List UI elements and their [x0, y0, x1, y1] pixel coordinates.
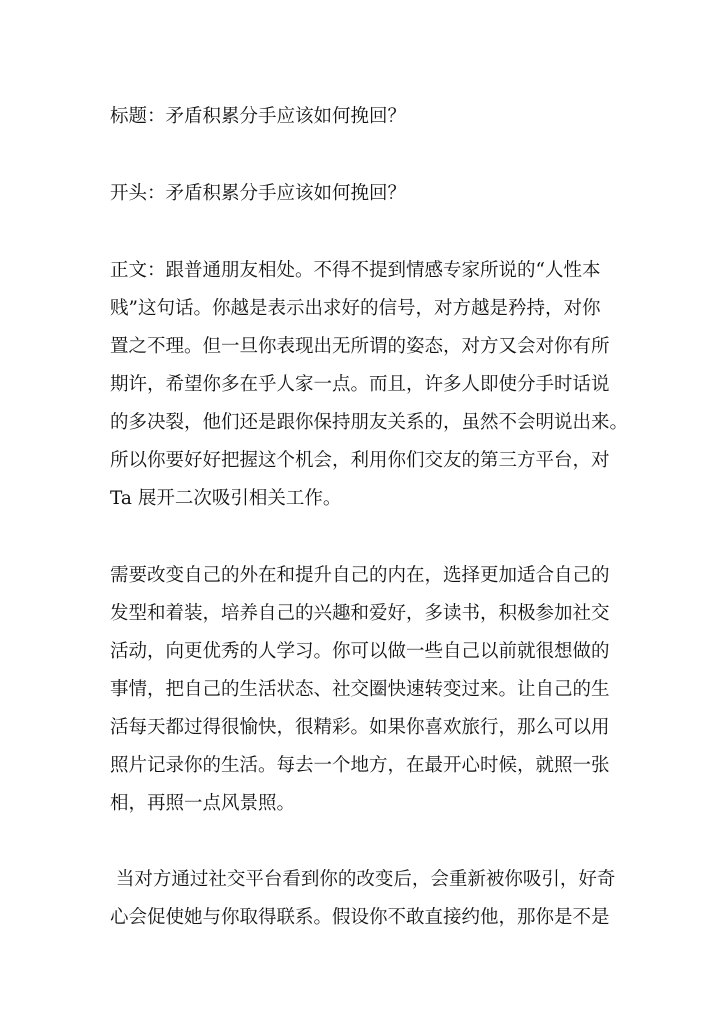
- paragraph-line: 活每天都过得很愉快，很精彩。如果你喜欢旅行，那么可以用: [110, 717, 610, 738]
- paragraph-line: 相，再照一点风景照。: [110, 793, 296, 814]
- title-line: 标题：矛盾积累分手应该如何挽回？: [110, 106, 407, 127]
- opening-line: 开头：矛盾积累分手应该如何挽回？: [110, 183, 407, 204]
- paragraph-line: 正文：跟普通朋友相处。不得不提到情感专家所说的“人性本: [110, 260, 601, 281]
- paragraph-line: 照片记录你的生活。每去一个地方，在最开心时候，就照一张: [110, 755, 610, 776]
- paragraph-line: 活动，向更优秀的人学习。你可以做一些自己以前就很想做的: [110, 641, 610, 662]
- paragraph-line: 贱”这句话。你越是表示出求好的信号，对方越是矜持，对你: [110, 298, 601, 319]
- paragraph-line: 期许，希望你多在乎人家一点。而且，许多人即使分手时话说: [110, 374, 610, 395]
- paragraph-line: 需要改变自己的外在和提升自己的内在，选择更加适合自己的: [110, 565, 610, 586]
- paragraph-line: 置之不理。但一旦你表现出无所谓的姿态，对方又会对你有所: [110, 336, 610, 357]
- paragraph-line: 所以你要好好把握这个机会，利用你们交友的第三方平台，对: [110, 450, 610, 471]
- paragraph-line: 心会促使她与你取得联系。假设你不敢直接约他，那你是不是: [110, 907, 610, 928]
- paragraph-line: 发型和着装，培养自己的兴趣和爱好，多读书，积极参加社交: [110, 603, 610, 624]
- paragraph-line: 事情，把自己的生活状态、社交圈快速转变过来。让自己的生: [110, 679, 610, 700]
- paragraph-line: Ta 展开二次吸引相关工作。: [110, 488, 342, 509]
- paragraph-line: 当对方通过社交平台看到你的改变后，会重新被你吸引，好奇: [110, 869, 616, 890]
- paragraph-line: 的多决裂，他们还是跟你保持朋友关系的，虽然不会明说出来。: [110, 412, 629, 433]
